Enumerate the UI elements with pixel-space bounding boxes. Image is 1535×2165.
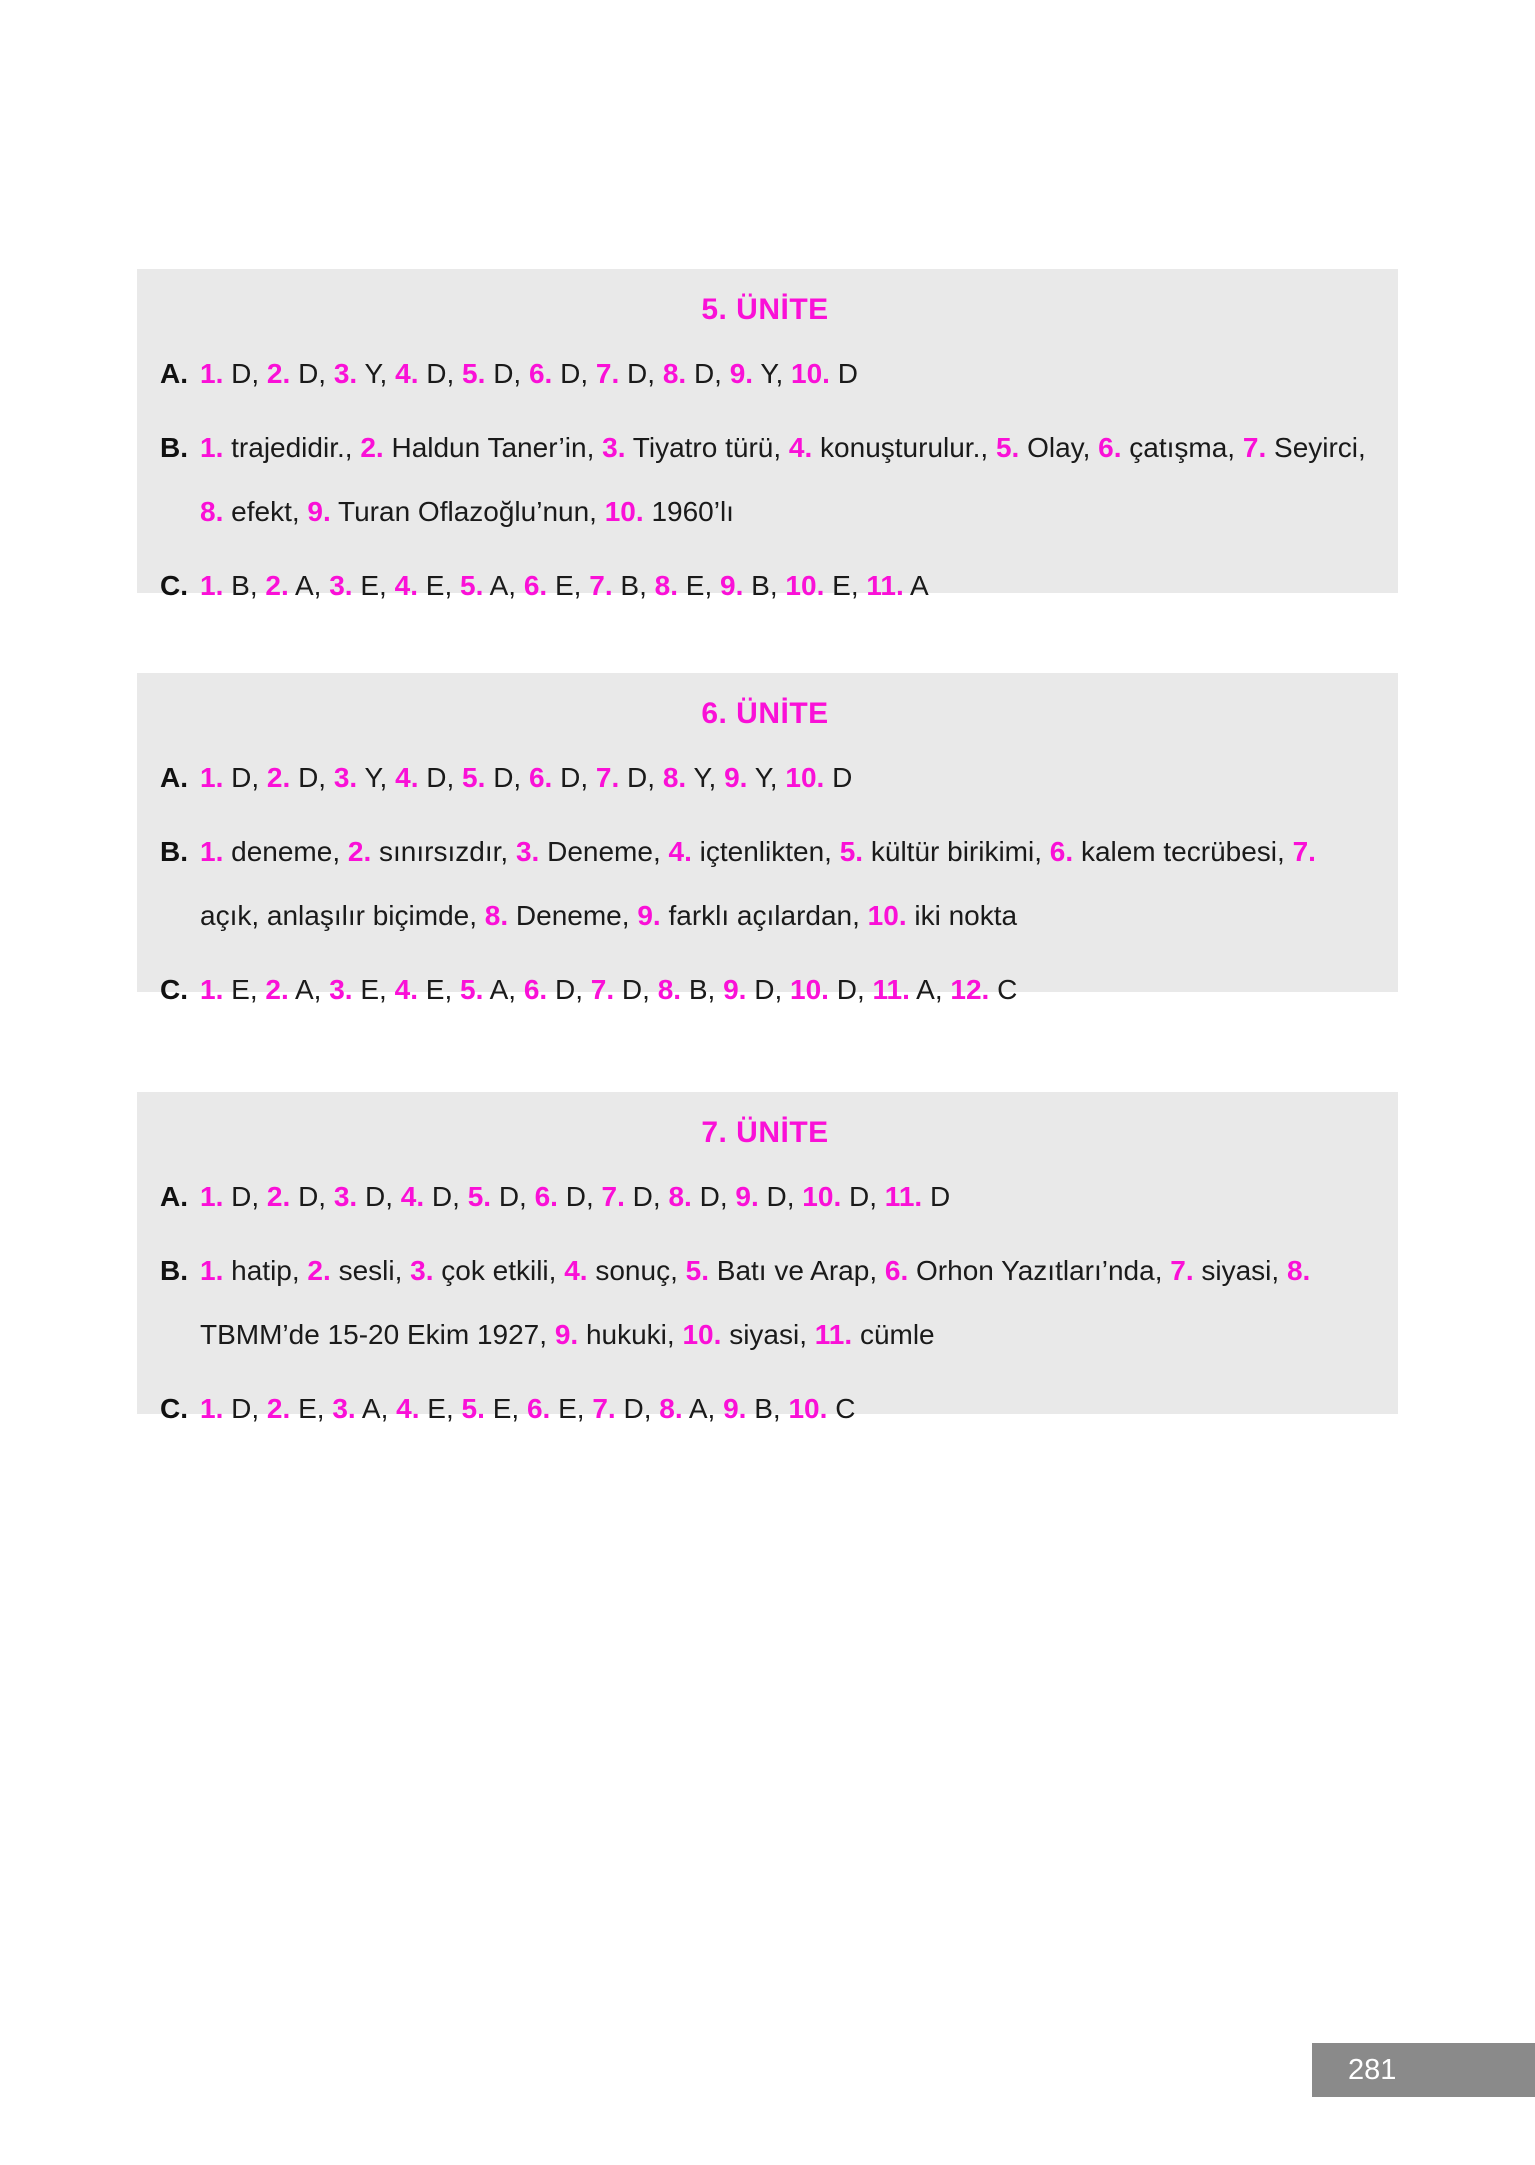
answer-text: Olay, [1027,432,1091,463]
answer-number: 7. [595,358,620,389]
answer-number: 6. [1049,836,1074,867]
answer-number: 8. [1286,1255,1311,1286]
answer-number: 8. [659,1393,683,1424]
answer-text: deneme, [231,836,341,867]
answer-text: D, [621,974,650,1005]
answer-text: D, [498,1181,527,1212]
unit-title: 5. ÜNİTE [701,293,829,326]
answer-number: 3. [515,836,540,867]
answer-number: 6. [884,1255,909,1286]
answer-number: 4. [400,1181,425,1212]
answer-text: A, [294,570,322,601]
answer-text: D, [632,1181,661,1212]
answer-text: C [835,1393,856,1424]
answer-number: 6. [1098,432,1122,463]
answer-number: 4. [396,1393,420,1424]
answer-number: 7. [1242,432,1267,463]
answer-number: 9. [724,762,748,793]
answer-number: 1. [200,570,224,601]
answer-number: 1. [200,432,224,463]
row-label: A. [160,762,188,793]
answer-text: Y, [364,762,388,793]
answer-row [160,342,1370,406]
row-label: B. [160,1255,188,1286]
answer-number: 10. [867,900,907,931]
row-label: B. [160,432,188,463]
answer-text: D, [426,762,455,793]
row-label: B. [160,836,188,867]
answer-number: 8. [200,496,224,527]
answer-row [160,746,1370,810]
answer-number: 5. [460,974,484,1005]
answer-text: Batı ve Arap, [716,1255,878,1286]
answer-number: 8. [654,570,678,601]
row-label: A. [160,1181,188,1212]
answer-number: 3. [329,974,353,1005]
answer-row [160,1377,1370,1441]
answer-text: D, [699,1181,728,1212]
answer-text: D, [493,762,522,793]
answer-text: D, [836,974,865,1005]
answer-text: D, [849,1181,878,1212]
unit-title: 7. ÜNİTE [701,1116,829,1149]
answer-number: 10. [785,762,825,793]
answer-text: E, [427,1393,454,1424]
answer-number: 7. [1292,836,1316,867]
answer-text: D, [627,358,656,389]
answer-text: Y, [754,762,778,793]
answer-number: 10. [802,1181,842,1212]
answer-text: Y, [693,762,717,793]
answer-number: 6. [528,358,553,389]
answer-number: 4. [394,974,418,1005]
answer-text: A, [361,1393,389,1424]
answer-number: 4. [564,1255,588,1286]
answer-row [160,554,1370,618]
answer-number: 6. [528,762,553,793]
answer-number: 9. [307,496,331,527]
answer-text: D, [560,358,589,389]
answer-text: siyasi, [729,1319,807,1350]
answer-number: 1. [200,762,224,793]
answer-number: 10. [604,496,644,527]
answer-text: E, [298,1393,325,1424]
answer-text: Tiyatro türü, [632,432,782,463]
answer-text: Deneme, [547,836,661,867]
answer-number: 9. [723,1393,747,1424]
answer-number: 3. [333,762,358,793]
answer-number: 6. [523,570,548,601]
answer-number: 9. [554,1319,579,1350]
answer-number: 5. [460,570,484,601]
answer-text: B, [231,570,258,601]
answer-text: E, [492,1393,520,1424]
answer-number: 4. [395,762,419,793]
answer-text: 1960’lı [651,496,734,527]
answer-number: 8. [662,358,687,389]
answer-number: 4. [395,358,419,389]
answer-text: E, [555,570,582,601]
answer-number: 2. [266,762,291,793]
answer-text: iki nokta [914,900,1018,931]
answer-text: D, [565,1181,594,1212]
answer-number: 3. [410,1255,434,1286]
answer-text: kültür birikimi, [870,836,1043,867]
row-label: C. [160,570,188,601]
answer-text: B, [754,1393,781,1424]
answer-text: Orhon Yazıtları’nda, [916,1255,1163,1286]
answer-text: A, [294,974,322,1005]
row-label: A. [160,358,188,389]
answer-number: 2. [266,358,291,389]
answer-text: cümle [859,1319,935,1350]
answer-number: 6. [534,1181,558,1212]
answer-number: 4. [788,432,813,463]
answer-number: 5. [462,358,486,389]
answer-number: 1. [200,358,224,389]
answer-text: E, [360,974,387,1005]
page-number: 281 [1348,2054,1397,2086]
answer-number: 3. [602,432,626,463]
answer-number: 7. [592,1393,616,1424]
answer-text: hatip, [231,1255,300,1286]
answer-text: siyasi, [1201,1255,1280,1286]
answer-text: D, [555,974,583,1005]
answer-text: E, [558,1393,585,1424]
answer-text: E, [832,570,859,601]
answer-text: D, [364,1181,393,1212]
answer-number: 5. [995,432,1020,463]
answer-number: 7. [1170,1255,1194,1286]
answer-text: C [997,974,1018,1005]
answer-number: 3. [333,1181,358,1212]
answer-text: D [837,358,858,389]
answer-number: 1. [200,836,224,867]
answer-number: 2. [266,1181,291,1212]
answer-number: 10. [788,1393,828,1424]
answer-text: Deneme, [515,900,630,931]
answer-text: D, [560,762,589,793]
answer-text: E, [685,570,713,601]
answer-text: konuşturulur., [820,432,989,463]
answer-text: B, [620,570,647,601]
answer-text: A [910,570,929,601]
answer-text: D, [231,1393,260,1424]
answer-text: Seyirci, [1274,432,1366,463]
answer-number: 5. [839,836,864,867]
answer-text: D, [493,358,522,389]
answer-number: 1. [200,974,224,1005]
answer-number: 3. [329,570,353,601]
unit-rows [160,1165,1370,1441]
answer-number: 8. [484,900,509,931]
answer-text: E, [231,974,258,1005]
answer-number: 5. [467,1181,492,1212]
answer-number: 9. [729,358,754,389]
answer-text: Turan Oflazoğlu’nun, [338,496,597,527]
answer-text: trajedidir., [231,432,353,463]
answer-row [160,1239,1370,1367]
answer-number: 11. [814,1319,853,1350]
answer-text: E, [360,570,387,601]
answer-text: sınırsızdır, [379,836,509,867]
answer-number: 9. [735,1181,759,1212]
answer-text: A, [688,1393,716,1424]
row-label: C. [160,1393,188,1424]
unit-rows [160,746,1370,1022]
answer-number: 10. [791,358,830,389]
answer-text: E, [425,570,453,601]
row-label: C. [160,974,188,1005]
answer-text: hukuki, [585,1319,675,1350]
answer-number: 1. [200,1181,224,1212]
answer-number: 9. [723,974,747,1005]
unit-rows [160,342,1370,618]
answer-text: içtenlikten, [699,836,832,867]
answer-text: D, [754,974,783,1005]
answer-number: 6. [526,1393,551,1424]
answer-number: 4. [394,570,418,601]
answer-text: A, [916,974,943,1005]
answer-number: 5. [685,1255,709,1286]
answer-text: D, [231,358,260,389]
answer-text: D, [298,1181,327,1212]
answer-text: sesli, [338,1255,403,1286]
answer-text: TBMM’de 15-20 Ekim 1927, [200,1319,548,1350]
unit-title: 6. ÜNİTE [701,697,829,730]
page-number-badge [1312,2043,1535,2097]
answer-text: D, [231,762,260,793]
answer-text: D, [431,1181,460,1212]
unit-box-6 [137,673,1398,1005]
answer-number: 1. [200,1393,224,1424]
answer-number: 8. [668,1181,692,1212]
answer-text: A, [489,570,517,601]
answer-text: D, [231,1181,260,1212]
answer-text: D [929,1181,951,1212]
answer-text: farklı açılardan, [668,900,860,931]
answer-row [160,958,1370,1022]
answer-number: 2. [347,836,372,867]
answer-number: 8. [657,974,682,1005]
answer-number: 10. [785,570,825,601]
answer-number: 5. [462,762,486,793]
answer-text: Y, [364,358,388,389]
answer-number: 6. [523,974,548,1005]
answer-text: B, [688,974,716,1005]
answer-number: 10. [682,1319,722,1350]
answer-number: 4. [668,836,692,867]
answer-number: 2. [307,1255,331,1286]
answer-number: 10. [790,974,829,1005]
unit-box-7 [137,1092,1398,1424]
answer-number: 1. [200,1255,224,1286]
unit-box-5 [137,269,1398,601]
answer-text: Haldun Taner’in, [391,432,595,463]
answer-text: kalem tecrübesi, [1080,836,1285,867]
answer-text: D, [623,1393,652,1424]
answer-number: 9. [720,570,744,601]
answer-number: 3. [332,1393,356,1424]
answer-text: B, [751,570,778,601]
answer-text: D, [298,358,327,389]
answer-text: D [832,762,853,793]
answer-text: D, [693,358,722,389]
answer-text: sonuç, [595,1255,678,1286]
answer-row [160,416,1370,544]
answer-text: çok etkili, [441,1255,557,1286]
answer-number: 7. [595,762,620,793]
answer-number: 2. [265,570,289,601]
answer-number: 7. [590,974,615,1005]
answer-number: 2. [266,1393,291,1424]
answer-number: 5. [461,1393,485,1424]
answer-text: çatışma, [1129,432,1236,463]
answer-number: 8. [662,762,687,793]
answer-text: açık, anlaşılır biçimde, [200,900,477,931]
answer-text: efekt, [231,496,300,527]
answer-text: A, [489,974,517,1005]
answer-text: D, [298,762,327,793]
answer-number: 2. [265,974,289,1005]
answer-number: 9. [637,900,661,931]
answer-number: 2. [360,432,384,463]
answer-number: 11. [872,974,910,1005]
answer-number: 12. [950,974,990,1005]
answer-text: D, [766,1181,795,1212]
answer-text: D, [627,762,656,793]
answer-number: 3. [333,358,358,389]
answer-text: D, [426,358,455,389]
answer-number: 7. [589,570,613,601]
answer-text: Y, [760,358,784,389]
answer-number: 11. [884,1181,923,1212]
answer-number: 7. [601,1181,625,1212]
answer-text: E, [425,974,453,1005]
answer-number: 11. [866,570,904,601]
answer-row [160,1165,1370,1229]
answer-row [160,820,1370,948]
